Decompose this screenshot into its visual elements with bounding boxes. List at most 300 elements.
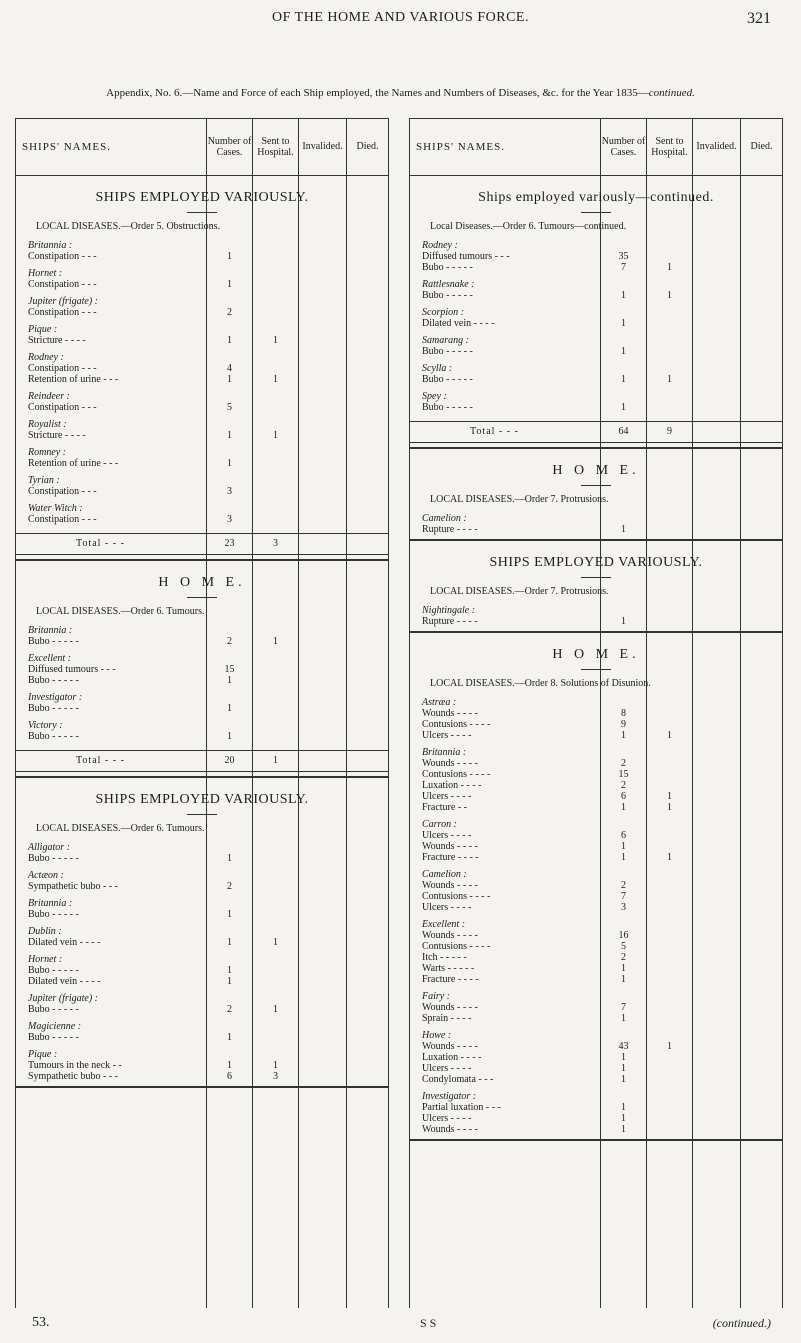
- ship-name: Scylla :: [422, 363, 453, 374]
- table-row: [16, 909, 388, 920]
- table-row: [410, 830, 782, 841]
- disease-label: Dilated vein - - - -: [28, 937, 101, 948]
- hospital-cell: 1: [273, 430, 278, 441]
- table-row: [410, 262, 782, 273]
- ship-name: Britannia :: [28, 240, 73, 251]
- cases-cell: 2: [621, 780, 626, 791]
- disease-label: Diffused tumours - - -: [422, 251, 510, 262]
- cases-cell: 1: [621, 1102, 626, 1113]
- ship-name: Astræa :: [422, 697, 457, 708]
- ship-name: Carron :: [422, 819, 457, 830]
- disease-label: Bubo - - - - -: [28, 703, 79, 714]
- cases-cell: 1: [227, 1060, 232, 1071]
- table-row: [410, 708, 782, 719]
- table-row: [16, 853, 388, 864]
- disease-label: Bubo - - - - -: [28, 1032, 79, 1043]
- ships-names-header: SHIPS' NAMES.: [22, 140, 111, 153]
- disease-label: Luxation - - - -: [422, 780, 482, 791]
- disease-label: Ulcers - - - -: [422, 1063, 472, 1074]
- disease-label: Wounds - - - -: [422, 930, 478, 941]
- ship-name: Alligator :: [28, 842, 70, 853]
- hospital-header: Sent to Hospital.: [651, 135, 688, 158]
- ship-name: Reindeer :: [28, 391, 70, 402]
- cases-cell: 1: [227, 731, 232, 742]
- cases-cell: 4: [227, 363, 232, 374]
- table-row: [410, 758, 782, 769]
- disease-order-heading: LOCAL DISEASES.—Order 5. Obstructions.: [36, 221, 221, 232]
- table-row: [410, 719, 782, 730]
- table-row: [410, 318, 782, 329]
- ship-name: Camelion :: [422, 513, 467, 524]
- table-row: [16, 486, 388, 497]
- disease-label: Wounds - - - -: [422, 1002, 478, 1013]
- cases-cell: 5: [227, 402, 232, 413]
- invalided-header: Invalided.: [302, 141, 343, 153]
- cases-cell: 7: [621, 891, 626, 902]
- cases-cell: 3: [227, 514, 232, 525]
- disease-label: Bubo - - - - -: [28, 636, 79, 647]
- cases-cell: 3: [227, 486, 232, 497]
- table-row: [410, 374, 782, 385]
- cases-cell: 2: [227, 881, 232, 892]
- cases-cell: 1: [227, 374, 232, 385]
- ship-name: Britannia :: [422, 747, 467, 758]
- hospital-cell: 3: [273, 1071, 278, 1082]
- table-row: [16, 881, 388, 892]
- disease-label: Ulcers - - - -: [422, 791, 472, 802]
- table-row: [16, 965, 388, 976]
- ship-name: Royalist :: [28, 419, 67, 430]
- section-divider: [410, 447, 782, 449]
- cases-cell: 1: [621, 852, 626, 863]
- cases-cell: 1: [227, 335, 232, 346]
- cases-cell: 2: [227, 1004, 232, 1015]
- disease-label: Sympathetic bubo - - -: [28, 881, 118, 892]
- ship-name: Nightingale :: [422, 605, 476, 616]
- disease-label: Itch - - - - -: [422, 952, 467, 963]
- section-rule: [581, 577, 611, 578]
- disease-label: Constipation - - -: [28, 486, 97, 497]
- died-header: Died.: [356, 141, 379, 153]
- cases-cell: 16: [618, 930, 629, 941]
- section-rule: [581, 212, 611, 213]
- cases-cell: 1: [621, 1124, 626, 1135]
- section-rule: [187, 814, 217, 815]
- ship-name: Investigator :: [422, 1091, 477, 1102]
- section-title: SHIPS EMPLOYED VARIOUSLY.: [489, 555, 703, 570]
- cases-cell: 1: [227, 279, 232, 290]
- disease-label: Total - - -: [470, 426, 519, 437]
- section-title: SHIPS EMPLOYED VARIOUSLY.: [95, 190, 309, 205]
- cases-cell: 1: [621, 402, 626, 413]
- table-subtitle: [0, 87, 801, 99]
- table-row: [410, 1013, 782, 1024]
- hospital-cell: 1: [667, 730, 672, 741]
- table-row: [16, 731, 388, 742]
- table-row: [410, 730, 782, 741]
- hospital-cell: 1: [667, 262, 672, 273]
- hospital-cell: 3: [273, 538, 278, 549]
- cases-cell: 6: [621, 791, 626, 802]
- cases-cell: 64: [618, 426, 629, 437]
- section-title: H O M E.: [158, 575, 246, 590]
- table-header: [410, 118, 782, 176]
- disease-order-heading: Local Diseases.—Order 6. Tumours—continued.: [430, 221, 627, 232]
- subtitle-text: Appendix, No. 6.—Name and Force of each Ship employed, the Names and Numbers of Diseases, &c. for the Year 1835—: [106, 87, 649, 99]
- cases-cell: 1: [621, 524, 626, 535]
- table-row: [410, 852, 782, 863]
- section-rule: [187, 212, 217, 213]
- ship-name: Rodney :: [28, 352, 64, 363]
- hospital-cell: 1: [273, 755, 278, 766]
- disease-label: Total - - -: [76, 538, 125, 549]
- disease-label: Partial luxation - - -: [422, 1102, 501, 1113]
- table-row: [16, 251, 388, 262]
- cases-cell: 15: [224, 664, 235, 675]
- disease-label: Bubo - - - - -: [28, 853, 79, 864]
- table-row: [410, 1124, 782, 1135]
- disease-label: Contusions - - - -: [422, 891, 491, 902]
- ship-name: Investigator :: [28, 692, 83, 703]
- table-row: [410, 963, 782, 974]
- ship-name: Pique :: [28, 324, 58, 335]
- ship-name: Scorpion :: [422, 307, 464, 318]
- table-row: [410, 841, 782, 852]
- disease-label: Sympathetic bubo - - -: [28, 1071, 118, 1082]
- ship-name: Victory :: [28, 720, 63, 731]
- subtitle-continued: continued.: [648, 87, 695, 99]
- hospital-cell: 1: [273, 374, 278, 385]
- ship-name: Water Witch :: [28, 503, 83, 514]
- disease-label: Bubo - - - - -: [28, 965, 79, 976]
- disease-label: Contusions - - - -: [422, 769, 491, 780]
- total-row: [16, 533, 388, 555]
- ship-name: Romney :: [28, 447, 67, 458]
- table-row: [410, 880, 782, 891]
- table-row: [410, 941, 782, 952]
- disease-label: Total - - -: [76, 755, 125, 766]
- disease-label: Contusions - - - -: [422, 941, 491, 952]
- section-rule: [581, 669, 611, 670]
- cases-cell: 1: [621, 974, 626, 985]
- cases-cell: 15: [618, 769, 629, 780]
- table-row: [16, 1071, 388, 1082]
- footer-signature-number: 53.: [32, 1315, 50, 1330]
- ship-name: Rodney :: [422, 240, 458, 251]
- right-table: [409, 118, 783, 1308]
- disease-label: Warts - - - - -: [422, 963, 475, 974]
- disease-label: Ulcers - - - -: [422, 902, 472, 913]
- disease-label: Tumours in the neck - -: [28, 1060, 122, 1071]
- table-row: [410, 891, 782, 902]
- table-row: [16, 335, 388, 346]
- disease-label: Bubo - - - - -: [28, 909, 79, 920]
- disease-label: Wounds - - - -: [422, 841, 478, 852]
- ship-name: Howe :: [422, 1030, 452, 1041]
- hospital-cell: 1: [273, 937, 278, 948]
- disease-label: Bubo - - - - -: [422, 290, 473, 301]
- table-row: [16, 307, 388, 318]
- hospital-cell: 1: [273, 335, 278, 346]
- table-row: [16, 402, 388, 413]
- table-row: [410, 1041, 782, 1052]
- table-row: [410, 524, 782, 535]
- ship-name: Actæon :: [28, 870, 64, 881]
- cases-cell: 1: [227, 251, 232, 262]
- disease-label: Wounds - - - -: [422, 1041, 478, 1052]
- disease-label: Sprain - - - -: [422, 1013, 472, 1024]
- disease-label: Bubo - - - - -: [422, 374, 473, 385]
- disease-label: Ulcers - - - -: [422, 1113, 472, 1124]
- ship-name: Hornet :: [28, 268, 63, 279]
- disease-order-heading: LOCAL DISEASES.—Order 7. Protrusions.: [430, 586, 609, 597]
- cases-cell: 1: [227, 430, 232, 441]
- cases-cell: 1: [621, 841, 626, 852]
- left-content: [16, 176, 388, 1088]
- running-head: OF THE HOME AND VARIOUS FORCE.: [272, 10, 529, 25]
- table-row: [410, 616, 782, 627]
- disease-label: Ulcers - - - -: [422, 830, 472, 841]
- cases-cell: 23: [224, 538, 235, 549]
- cases-cell: 1: [621, 1013, 626, 1024]
- ship-name: Rattlesnake :: [422, 279, 475, 290]
- ship-name: Britannia :: [28, 625, 73, 636]
- hospital-cell: 1: [273, 1004, 278, 1015]
- left-table: [15, 118, 389, 1308]
- ship-name: Britannia :: [28, 898, 73, 909]
- cases-cell: 2: [621, 880, 626, 891]
- hospital-cell: 1: [273, 1060, 278, 1071]
- table-row: [410, 1074, 782, 1085]
- table-row: [410, 802, 782, 813]
- hospital-cell: 1: [667, 852, 672, 863]
- table-row: [410, 974, 782, 985]
- table-row: [16, 458, 388, 469]
- cases-cell: 2: [621, 952, 626, 963]
- cases-cell: 6: [621, 830, 626, 841]
- table-row: [16, 703, 388, 714]
- cases-cell: 1: [621, 616, 626, 627]
- table-header: [16, 118, 388, 176]
- table-row: [16, 1032, 388, 1043]
- table-row: [410, 1113, 782, 1124]
- ship-name: Fairy :: [422, 991, 451, 1002]
- disease-label: Constipation - - -: [28, 363, 97, 374]
- right-content: [410, 176, 782, 1141]
- section-divider: [410, 539, 782, 541]
- ship-name: Spey :: [422, 391, 447, 402]
- hospital-cell: 9: [667, 426, 672, 437]
- cases-cell: 3: [621, 902, 626, 913]
- cases-cell: 7: [621, 262, 626, 273]
- ships-names-header: SHIPS' NAMES.: [416, 140, 505, 153]
- ship-name: Excellent :: [28, 653, 72, 664]
- cases-cell: 1: [621, 346, 626, 357]
- ship-name: Pique :: [28, 1049, 58, 1060]
- disease-label: Rupture - - - -: [422, 616, 478, 627]
- section-divider: [16, 776, 388, 778]
- invalided-header: Invalided.: [696, 141, 737, 153]
- hospital-cell: 1: [667, 1041, 672, 1052]
- page-number: 321: [747, 10, 771, 27]
- hospital-cell: 1: [667, 791, 672, 802]
- ship-name: Camelion :: [422, 869, 467, 880]
- section-title: H O M E.: [552, 647, 640, 662]
- cases-cell: 2: [227, 636, 232, 647]
- cases-cell: 35: [618, 251, 629, 262]
- disease-label: Luxation - - - -: [422, 1052, 482, 1063]
- disease-label: Contusions - - - -: [422, 719, 491, 730]
- table-row: [16, 664, 388, 675]
- footer-signature: S S: [420, 1316, 437, 1330]
- disease-order-heading: LOCAL DISEASES.—Order 6. Tumours.: [36, 823, 205, 834]
- disease-label: Wounds - - - -: [422, 880, 478, 891]
- disease-label: Constipation - - -: [28, 402, 97, 413]
- section-title: SHIPS EMPLOYED VARIOUSLY.: [95, 792, 309, 807]
- cases-cell: 20: [224, 755, 235, 766]
- cases-cell: 1: [621, 1113, 626, 1124]
- disease-label: Dilated vein - - - -: [422, 318, 495, 329]
- cases-header: Number of Cases.: [601, 135, 646, 158]
- hospital-cell: 1: [667, 802, 672, 813]
- disease-label: Ulcers - - - -: [422, 730, 472, 741]
- disease-label: Bubo - - - - -: [28, 1004, 79, 1015]
- table-row: [16, 363, 388, 374]
- cases-cell: 1: [621, 730, 626, 741]
- section-rule: [581, 485, 611, 486]
- table-row: [410, 346, 782, 357]
- table-row: [16, 675, 388, 686]
- ship-name: Hornet :: [28, 954, 63, 965]
- cases-cell: 7: [621, 1002, 626, 1013]
- cases-cell: 8: [621, 708, 626, 719]
- disease-label: Rupture - - - -: [422, 524, 478, 535]
- hospital-cell: 1: [273, 636, 278, 647]
- table-row: [16, 1004, 388, 1015]
- section-divider: [16, 1086, 388, 1088]
- table-row: [410, 952, 782, 963]
- section-title: Ships employed variously—continued.: [478, 190, 714, 205]
- cases-cell: 2: [227, 307, 232, 318]
- table-row: [410, 1102, 782, 1113]
- ship-name: Jupiter (frigate) :: [28, 296, 98, 307]
- disease-order-heading: LOCAL DISEASES.—Order 6. Tumours.: [36, 606, 205, 617]
- disease-label: Bubo - - - - -: [422, 402, 473, 413]
- cases-cell: 1: [621, 1074, 626, 1085]
- disease-label: Diffused tumours - - -: [28, 664, 116, 675]
- cases-cell: 1: [621, 963, 626, 974]
- cases-cell: 9: [621, 719, 626, 730]
- disease-label: Bubo - - - - -: [422, 346, 473, 357]
- disease-label: Constipation - - -: [28, 251, 97, 262]
- table-row: [410, 791, 782, 802]
- cases-cell: 1: [621, 374, 626, 385]
- cases-header: Number of Cases.: [207, 135, 252, 158]
- total-row: [16, 750, 388, 772]
- hospital-cell: 1: [667, 374, 672, 385]
- cases-cell: 1: [621, 1052, 626, 1063]
- table-row: [410, 902, 782, 913]
- cases-cell: 1: [227, 853, 232, 864]
- table-row: [16, 937, 388, 948]
- disease-label: Stricture - - - -: [28, 430, 86, 441]
- table-row: [16, 430, 388, 441]
- ship-name: Magicienne :: [28, 1021, 82, 1032]
- disease-label: Wounds - - - -: [422, 758, 478, 769]
- ship-name: Tyrian :: [28, 475, 60, 486]
- cases-cell: 1: [227, 937, 232, 948]
- section-divider: [410, 1139, 782, 1141]
- table-row: [16, 1060, 388, 1071]
- table-row: [16, 374, 388, 385]
- cases-cell: 1: [227, 976, 232, 987]
- table-row: [16, 636, 388, 647]
- cases-cell: 1: [621, 1063, 626, 1074]
- table-row: [410, 290, 782, 301]
- table-row: [16, 279, 388, 290]
- disease-label: Constipation - - -: [28, 307, 97, 318]
- hospital-header: Sent to Hospital.: [257, 135, 294, 158]
- disease-label: Constipation - - -: [28, 514, 97, 525]
- cases-cell: 5: [621, 941, 626, 952]
- died-header: Died.: [750, 141, 773, 153]
- disease-label: Retention of urine - - -: [28, 458, 119, 469]
- cases-cell: 1: [227, 675, 232, 686]
- table-row: [410, 251, 782, 262]
- ship-name: Excellent :: [422, 919, 466, 930]
- table-row: [410, 780, 782, 791]
- ship-name: Dublin :: [28, 926, 62, 937]
- disease-label: Fracture - -: [422, 802, 467, 813]
- disease-label: Bubo - - - - -: [28, 731, 79, 742]
- table-row: [410, 930, 782, 941]
- cases-cell: 1: [227, 909, 232, 920]
- ship-name: Jupiter (frigate) :: [28, 993, 98, 1004]
- disease-label: Dilated vein - - - -: [28, 976, 101, 987]
- section-divider: [410, 631, 782, 633]
- disease-label: Fracture - - - -: [422, 974, 479, 985]
- section-rule: [187, 597, 217, 598]
- cases-cell: 1: [227, 965, 232, 976]
- disease-label: Fracture - - - -: [422, 852, 479, 863]
- disease-label: Bubo - - - - -: [422, 262, 473, 273]
- cases-cell: 1: [227, 1032, 232, 1043]
- cases-cell: 1: [621, 290, 626, 301]
- ship-name: Samarang :: [422, 335, 469, 346]
- disease-label: Wounds - - - -: [422, 1124, 478, 1135]
- table-row: [410, 1063, 782, 1074]
- disease-label: Condylomata - - -: [422, 1074, 494, 1085]
- disease-label: Constipation - - -: [28, 279, 97, 290]
- table-row: [16, 514, 388, 525]
- table-row: [410, 769, 782, 780]
- disease-label: Retention of urine - - -: [28, 374, 119, 385]
- hospital-cell: 1: [667, 290, 672, 301]
- table-row: [410, 402, 782, 413]
- cases-cell: 43: [618, 1041, 629, 1052]
- cases-cell: 2: [621, 758, 626, 769]
- table-row: [410, 1052, 782, 1063]
- section-title: H O M E.: [552, 463, 640, 478]
- footer-continued: (continued.): [712, 1316, 771, 1330]
- cases-cell: 1: [227, 458, 232, 469]
- disease-label: Wounds - - - -: [422, 708, 478, 719]
- disease-label: Stricture - - - -: [28, 335, 86, 346]
- disease-label: Bubo - - - - -: [28, 675, 79, 686]
- cases-cell: 1: [621, 318, 626, 329]
- disease-order-heading: LOCAL DISEASES.—Order 8. Solutions of Disunion.: [430, 678, 651, 689]
- cases-cell: 1: [227, 703, 232, 714]
